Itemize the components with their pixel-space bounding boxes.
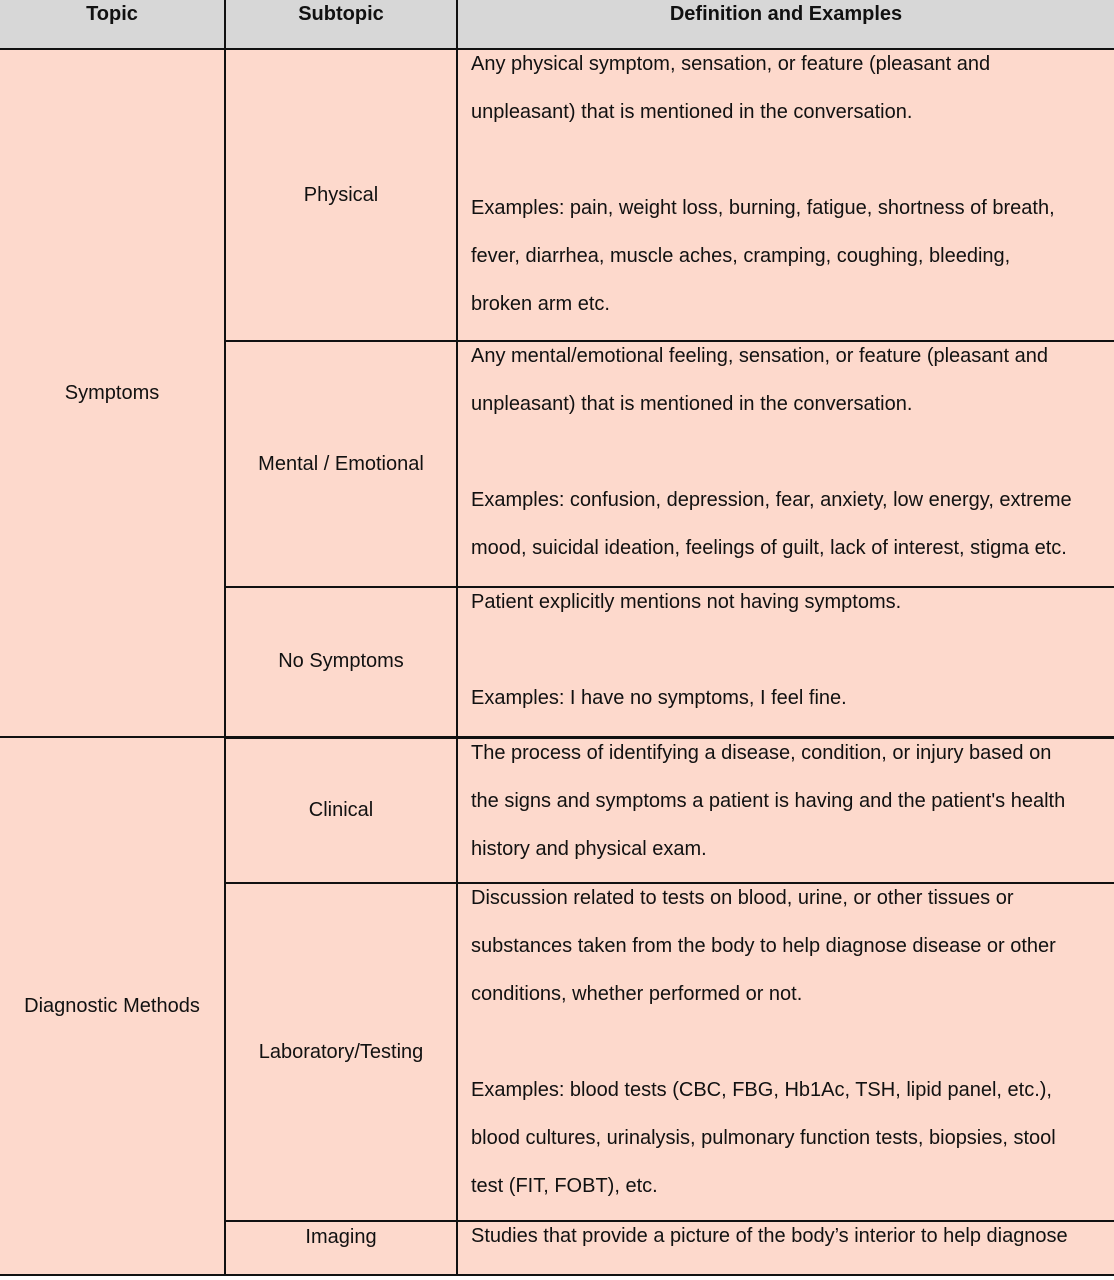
subtopic-cell: Physical [225, 49, 457, 341]
topic-cell-symptoms: Symptoms [0, 49, 225, 737]
topic-cell-diagnostic-methods: Diagnostic Methods [0, 737, 225, 1275]
definition-line: Examples: confusion, depression, fear, anxiety, low energy, extreme [471, 489, 1072, 511]
definition-line: Examples: blood tests (CBC, FBG, Hb1Ac, TSH, lipid panel, etc.), [471, 1079, 1052, 1101]
subtopic-cell: Clinical [225, 737, 457, 883]
definition-line: Studies that provide a picture of the body’s interior to help diagnose [471, 1225, 1068, 1247]
table-row [0, 49, 1114, 341]
definition-line: history and physical exam. [471, 837, 707, 860]
definition-line: Discussion related to tests on blood, urine, or other tissues or [471, 887, 1014, 909]
header-topic: Topic [0, 0, 225, 49]
header-subtopic: Subtopic [225, 0, 457, 49]
definition-line: test (FIT, FOBT), etc. [471, 1175, 658, 1197]
blank-line [471, 1018, 1102, 1066]
definition-line: unpleasant) that is mentioned in the conversation. [471, 101, 913, 123]
definition-line: conditions, whether performed or not. [471, 983, 803, 1005]
subtopic-cell: Mental / Emotional [225, 341, 457, 587]
definition-line: The process of identifying a disease, condition, or injury based on [471, 741, 1052, 764]
definition-line: Patient explicitly mentions not having symptoms. [471, 591, 902, 613]
definition-line: substances taken from the body to help diagnose disease or other [471, 935, 1056, 957]
definition-cell [457, 49, 1114, 341]
definition-line: unpleasant) that is mentioned in the conversation. [471, 393, 913, 415]
subtopic-cell: No Symptoms [225, 587, 457, 737]
definition-cell [457, 587, 1114, 737]
blank-line [471, 428, 1102, 476]
definition-cell [457, 883, 1114, 1221]
subtopic-cell: Imaging [225, 1221, 457, 1275]
definition-line: Examples: pain, weight loss, burning, fatigue, shortness of breath, [471, 197, 1055, 219]
definition-line: the signs and symptoms a patient is having and the patient's health [471, 789, 1066, 812]
definition-line: Examples: I have no symptoms, I feel fine. [471, 687, 847, 709]
subtopic-cell: Laboratory/Testing [225, 883, 457, 1221]
definition-line: mood, suicidal ideation, feelings of guilt, lack of interest, stigma etc. [471, 537, 1067, 559]
table-row [0, 737, 1114, 883]
definition-line: blood cultures, urinalysis, pulmonary function tests, biopsies, stool [471, 1127, 1056, 1149]
header-definition: Definition and Examples [457, 0, 1114, 49]
blank-line [471, 626, 1102, 674]
definition-cell [457, 341, 1114, 587]
definition-line: broken arm etc. [471, 293, 610, 315]
definition-line: fever, diarrhea, muscle aches, cramping, coughing, bleeding, [471, 245, 1011, 267]
definition-cell [457, 737, 1114, 883]
definition-line: Any mental/emotional feeling, sensation, or feature (pleasant and [471, 345, 1049, 367]
blank-line [471, 136, 1102, 184]
definition-line: Any physical symptom, sensation, or feature (pleasant and [471, 53, 991, 75]
definition-cell [457, 1221, 1114, 1275]
